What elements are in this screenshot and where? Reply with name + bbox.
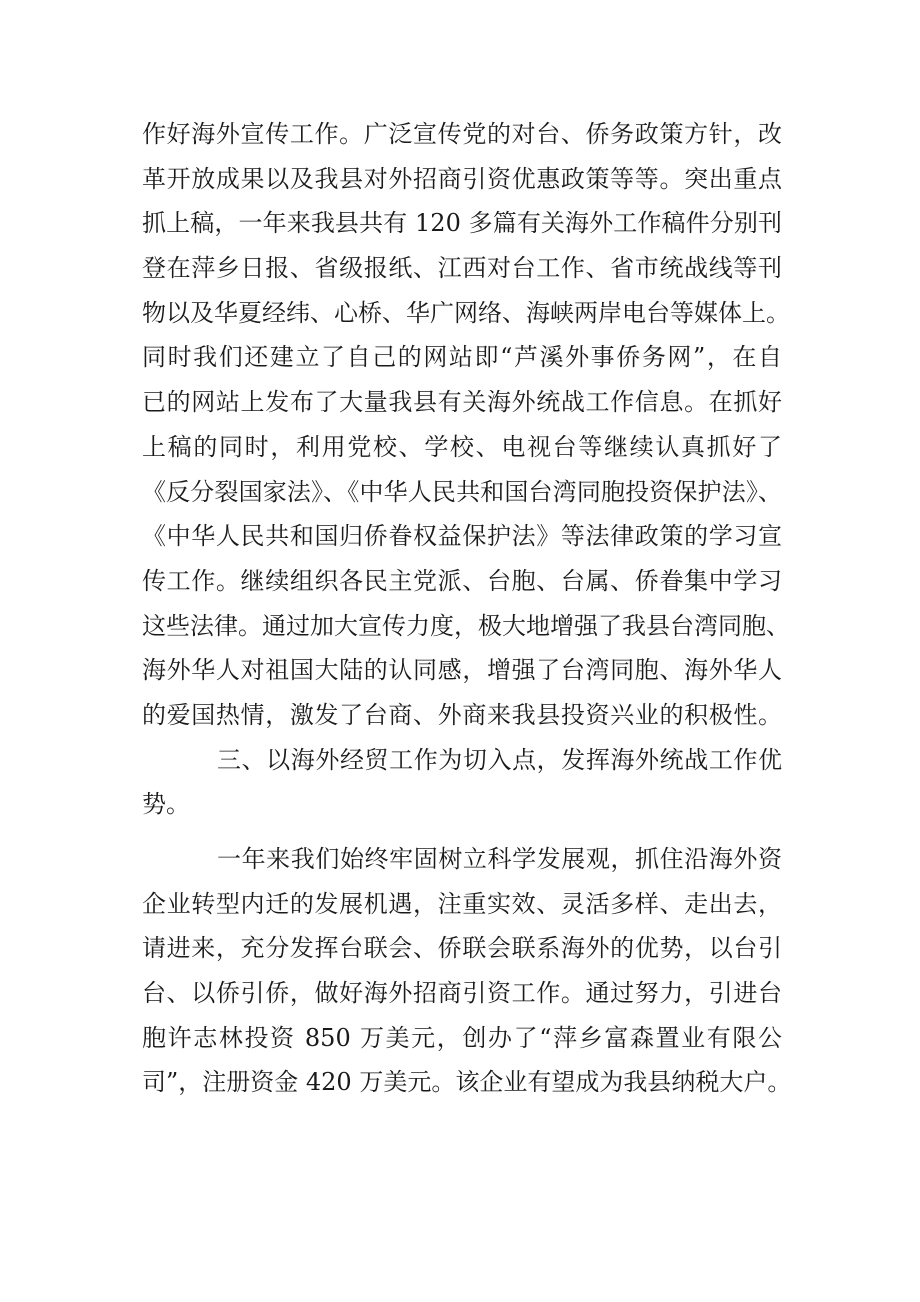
section-heading-3 — [142, 738, 782, 827]
text-line: 同时我们还建立了自己的网站即“芦溪外事侨务网”，在自 — [142, 343, 782, 372]
text-line: 登在萍乡日报、省级报纸、江西对台工作、省市统战线等刊 — [142, 254, 782, 283]
text-line: 的爱国热情，激发了台商、外商来我县投资兴业的积极性。 — [142, 700, 782, 729]
text-line: 一年来我们始终牢固树立科学发展观，抓住沿海外资 — [217, 845, 782, 873]
text-line: 已的网站上发布了大量我县有关海外统战工作信息。在抓好 — [142, 388, 782, 417]
text-line: 上稿的同时，利用党校、学校、电视台等继续认真抓好了 — [142, 432, 782, 461]
text-line: 胞许志林投资 850 万美元，创办了“萍乡富森置业有限公 — [142, 1023, 782, 1052]
document-body — [142, 112, 792, 1105]
text-line: 台、以侨引侨，做好海外招商引资工作。通过努力，引进台 — [142, 979, 782, 1008]
text-line: 企业转型内迁的发展机遇，注重实效、灵活多样、走出去， — [142, 889, 782, 918]
text-line: 革开放成果以及我县对外招商引资优惠政策等等。突出重点 — [142, 164, 782, 193]
text-line: 司”，注册资金 420 万美元。该企业有望成为我县纳税大户。 — [142, 1068, 792, 1097]
paragraph-overseas-trade — [142, 837, 792, 1105]
text-line: 《反分裂国家法》、《中华人民共和国台湾同胞投资保护法》、 — [142, 477, 782, 506]
text-line: 抓上稿，一年来我县共有 120 多篇有关海外工作稿件分别刊 — [142, 209, 782, 238]
text-line: 物以及华夏经纬、心桥、华广网络、海峡两岸电台等媒体上。 — [142, 298, 790, 327]
paragraph-overseas-publicity — [142, 112, 790, 738]
paragraph-spacer — [142, 827, 782, 837]
text-line: 请进来，充分发挥台联会、侨联会联系海外的优势，以台引 — [142, 934, 782, 963]
text-line: 传工作。继续组织各民主党派、台胞、台属、侨眷集中学习 — [142, 566, 782, 595]
heading-line: 势。 — [142, 790, 190, 819]
text-line: 海外华人对祖国大陆的认同感，增强了台湾同胞、海外华人 — [142, 656, 782, 685]
text-line: 作好海外宣传工作。广泛宣传党的对台、侨务政策方针，改 — [142, 120, 782, 148]
text-line: 这些法律。通过加大宣传力度，极大地增强了我县台湾同胞、 — [142, 611, 790, 640]
text-line: 《中华人民共和国归侨眷权益保护法》等法律政策的学习宣 — [142, 522, 782, 551]
heading-line: 三、以海外经贸工作为切入点，发挥海外统战工作优 — [217, 745, 782, 774]
